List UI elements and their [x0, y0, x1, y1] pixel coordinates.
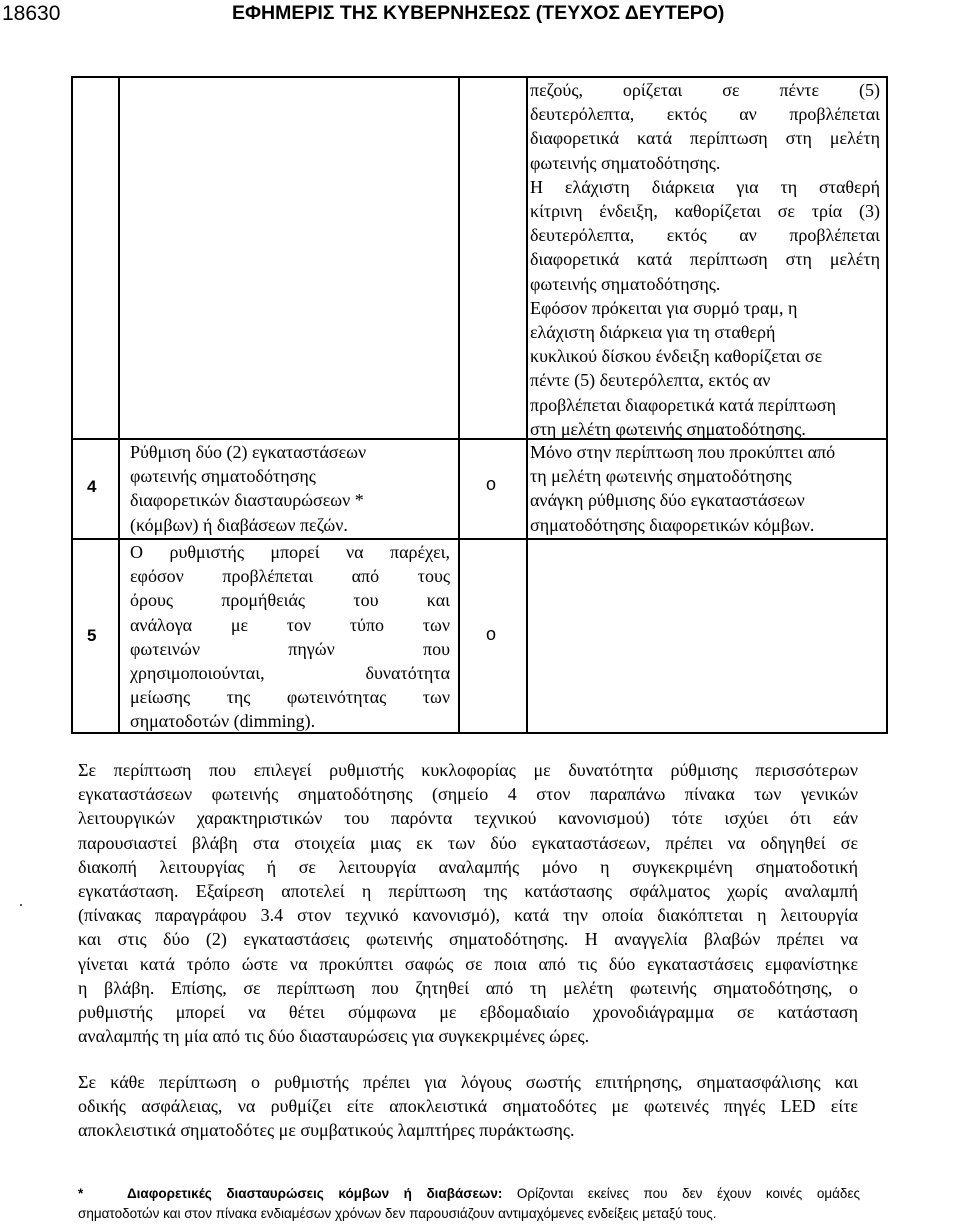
text-line: (κόμβων) ή διαβάσεων πεζών. [130, 514, 348, 535]
row-mark: o [486, 624, 497, 644]
table-right-border [886, 76, 888, 734]
text-line: ανάγκη ρύθμισης δύο εγκαταστάσεων [530, 490, 805, 511]
text-line: διαφορετικά κατά περίπτωση στη μελέτη [530, 128, 880, 149]
text-line: πέντε (5) δευτερόλεπτα, εκτός αν [530, 370, 771, 391]
row-number: 5 [87, 626, 97, 645]
text-line: φωτεινών πηγών που [130, 638, 450, 659]
text-line: προβλέπεται διαφορετικά κατά περίπτωση [530, 394, 837, 415]
text-line: παρουσιαστεί βλάβη στα στοιχεία μιας εκ των δύο εγκαταστάσεων, πρέπει να οδηγηθεί σε [78, 832, 858, 853]
gazette-title: ΕΦΗΜΕΡΙΣ ΤΗΣ ΚΥΒΕΡΝΗΣΕΩΣ (ΤΕΥΧΟΣ ΔΕΥΤΕΡΟ) [232, 2, 725, 24]
text-line: Εφόσον πρόκειται για συρμό τραμ, η [530, 297, 798, 318]
text-line: διαφορετικά κατά περίπτωση στη μελέτη [530, 249, 880, 270]
text-line: σηματοδότησης διαφορετικών κόμβων. [530, 514, 815, 535]
text-line: φωτεινής σηματοδότησης. [530, 273, 721, 294]
text-line: δευτερόλεπτα, εκτός αν προβλέπεται [530, 225, 880, 246]
footnote-line: σηματοδοτών και στον πίνακα ενδιαμέσων χρόνων δεν παρουσιάζουν αντιμαχόμενες ενδείξεις μεταξύ τους. [78, 1206, 717, 1221]
text-line: Μόνο στην περίπτωση που προκύπτει από [530, 442, 836, 462]
text-line: δευτερόλεπτα, εκτός αν προβλέπεται [530, 104, 880, 125]
text-line: οδικής ασφάλειας, να ρυθμίζει είτε αποκλειστικά σηματοδότες με φωτεινές πηγές LED είτε [78, 1096, 858, 1117]
text-line: πεζούς, ορίζεται σε πέντε (5) [530, 80, 880, 100]
text-line: Ο ρυθμιστής μπορεί να παρέχει, [130, 542, 450, 562]
text-line: εγκατάσταση. Εξαίρεση αποτελεί η περίπτωση της κατάστασης σφάλματος χωρίς αναλαμπή [78, 881, 858, 902]
table-cell-continued-remark [530, 78, 880, 441]
text-line: Η ελάχιστη διάρκεια για τη σταθερή [530, 176, 880, 197]
footnote-star: * [78, 1186, 84, 1201]
text-line: γίνεται κατά τρόπο ώστε να προκύπτει σαφώς σε ποια από τις δύο εγκαταστάσεις εμφανίστηκε [78, 953, 858, 974]
text-line: Ρύθμιση δύο (2) εγκαταστάσεων [130, 442, 367, 462]
text-line: ελάχιστη διάρκεια για τη σταθερή [530, 322, 776, 343]
row-remark [530, 440, 880, 537]
text-line: (πίνακας παραγράφου 3.4 στον τεχνικό κανονισμό), κατά την οποία διακόπτεται η λειτουργία [78, 905, 858, 926]
text-line: λειτουργικών χαρακτηριστικών του παρόντα τεχνικού κανονισμού) τότε ισχύει ότι εάν [78, 808, 858, 829]
page-number: 18630 [2, 2, 61, 25]
text-line: Σε περίπτωση που επιλεγεί ρυθμιστής κυκλοφορίας με δυνατότητα ρύθμισης περισσότερων [78, 760, 858, 780]
table-col3-border [526, 76, 528, 734]
stray-mark [20, 904, 22, 906]
text-line: κυκλικού δίσκου ένδειξη καθορίζεται σε [530, 346, 823, 367]
row-mark: o [486, 474, 497, 494]
footnote [78, 1184, 860, 1224]
text-line: στη μελέτη φωτεινής σηματοδότησης. [530, 418, 806, 439]
text-line: Σε κάθε περίπτωση ο ρυθμιστής πρέπει για λόγους σωστής επιτήρησης, σηματασφάλισης και [78, 1072, 858, 1092]
body-paragraph [78, 758, 858, 1048]
footnote-line [78, 1184, 860, 1204]
text-line: αποκλειστικά σηματοδότες με συμβατικούς λαμπτήρες πυράκτωσης. [78, 1120, 575, 1141]
table-col2-border [458, 76, 460, 734]
text-line: διακοπή λειτουργίας ή σε λειτουργία αναλαμπής μόνο η συγκεκριμένη σηματοδοτική [78, 856, 858, 877]
text-line: κίτρινη ένδειξη, καθορίζεται σε τρία (3) [530, 201, 880, 222]
text-line: και στις δύο (2) εγκαταστάσεις φωτεινής σηματοδότησης. Η αναγγελία βλαβών πρέπει να [78, 929, 858, 950]
text-line: διαφορετικών διασταυρώσεων * [130, 490, 364, 511]
footnote-term: Διαφορετικές διασταυρώσεις κόμβων ή διαβάσεων: [126, 1186, 503, 1201]
text-line: φωτεινής σηματοδότησης [130, 466, 316, 487]
row-description [130, 540, 450, 734]
text-line: αναλαμπής τη μία από τις δύο διασταυρώσεις για συγκεκριμένες ώρες. [78, 1026, 590, 1047]
table-left-border [71, 76, 73, 734]
body-paragraph [78, 1070, 858, 1143]
text-line: μείωσης της φωτεινότητας των [130, 687, 450, 708]
text-line: τη μελέτη φωτεινής σηματοδότησης [530, 466, 792, 487]
text-line: όρους προμήθειάς του και [130, 590, 450, 611]
text-line: εφόσον προβλέπεται από τους [130, 566, 450, 587]
text-line: ρυθμιστής μπορεί να θέτει σύμφωνα με εβδομαδιαίο χρονοδιάγραμμα σε κατάσταση [78, 1002, 858, 1023]
text-line: φωτεινής σηματοδότησης. [530, 152, 721, 173]
text-line: εγκαταστάσεων φωτεινής σηματοδότησης (σημείο 4 στον παραπάνω πίνακα των γενικών [78, 784, 858, 805]
text-line: η βλάβη. Επίσης, σε περίπτωση που ζητηθεί από τη μελέτη φωτεινής σηματοδότησης, ο [78, 977, 858, 998]
row-description [130, 440, 450, 537]
footnote-text: Ορίζονται εκείνες που δεν έχουν κοινές ομάδες [516, 1186, 860, 1201]
table-col1-border [118, 76, 120, 734]
text-line: ανάλογα με τον τύπο των [130, 614, 450, 635]
text-line: σηματοδοτών (dimming). [130, 711, 316, 732]
row-number: 4 [87, 477, 97, 496]
text-line: χρησιμοποιούνται, δυνατότητα [130, 663, 450, 684]
